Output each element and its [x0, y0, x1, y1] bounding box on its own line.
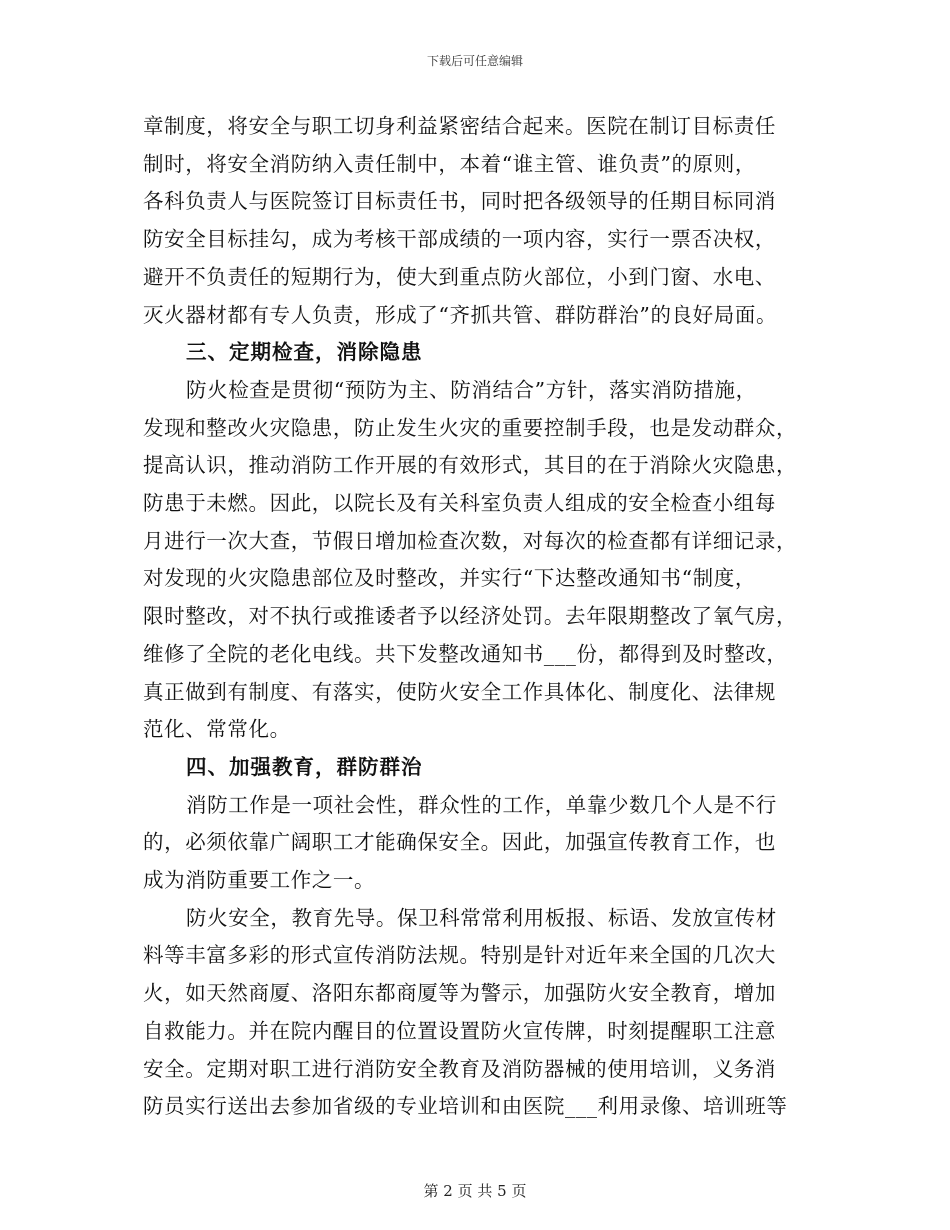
text-line: 对发现的火灾隐患部位及时整改，并实行“下达整改通知书“制度， [143, 566, 756, 591]
text-line: 月进行一次大查，节假日增加检查次数，对每次的检查都有详细记录， [143, 528, 798, 553]
text-line: 防员实行送出去参加省级的专业培训和由医院___利用录像、培训班等 [143, 1094, 788, 1119]
text-line: 消防工作是一项社会性，群众性的工作，单靠少数几个人是不行 [186, 792, 777, 817]
document-body [143, 108, 809, 1126]
section-heading: 四、加强教育，群防群治 [186, 754, 423, 779]
text-line: 防安全目标挂勾，成为考核干部成绩的一项内容，实行一票否决权， [143, 227, 776, 252]
text-line: 章制度，将安全与职工切身利益紧密结合起来。医院在制订目标责任 [143, 114, 776, 138]
text-line: 成为消防重要工作之一。 [143, 868, 376, 893]
section-heading: 三、定期检查，消除隐患 [186, 340, 423, 365]
text-line: 限时整改，对不执行或推诿者予以经济处罚。去年限期整改了氧气房， [143, 604, 798, 629]
text-line: 范化、常常化。 [143, 717, 291, 742]
text-line: 真正做到有制度、有落实，使防火安全工作具体化、制度化、法律规 [143, 679, 776, 704]
text-line: 料等丰富多彩的形式宣传消防法规。特别是针对近年来全国的几次大 [143, 943, 776, 968]
page-footer: 第 2 页 共 5 页 [423, 1182, 527, 1200]
text-line: 避开不负责任的短期行为，使大到重点防火部位，小到门窗、水电、 [143, 264, 776, 289]
text-line: 灭火器材都有专人负责，形成了“齐抓共管、群防群治”的良好局面。 [143, 302, 778, 327]
text-line: 维修了全院的老化电线。共下发整改通知书___份，都得到及时整改， [143, 641, 788, 666]
text-line: 安全。定期对职工进行消防安全教育及消防器械的使用培训，义务消 [143, 1056, 776, 1081]
text-line: 制时，将安全消防纳入责任制中，本着“谁主管、谁负责”的原则， [143, 151, 756, 176]
text-line: 提高认识，推动消防工作开展的有效形式，其目的在于消除火灾隐患， [143, 453, 798, 478]
text-line: 火，如天然商厦、洛阳东都商厦等为警示，加强防火安全教育，增加 [143, 981, 776, 1006]
text-line: 防火检查是贯彻“预防为主、防消结合”方针，落实消防措施， [186, 377, 757, 402]
text-line: 自救能力。并在院内醒目的位置设置防火宣传牌，时刻提醒职工注意 [143, 1018, 776, 1043]
page-header: 下载后可任意编辑 [426, 54, 523, 68]
text-line: 的，必须依靠广阔职工才能确保安全。因此，加强宣传教育工作，也 [143, 830, 776, 855]
text-line: 防患于未燃。因此，以院长及有关科室负责人组成的安全检查小组每 [143, 491, 776, 516]
text-line: 防火安全，教育先导。保卫科常常利用板报、标语、发放宣传材 [186, 905, 777, 930]
text-line: 各科负责人与医院签订目标责任书，同时把各级领导的任期目标同消 [143, 189, 776, 214]
text-line: 发现和整改火灾隐患，防止发生火灾的重要控制手段，也是发动群众， [143, 415, 798, 440]
